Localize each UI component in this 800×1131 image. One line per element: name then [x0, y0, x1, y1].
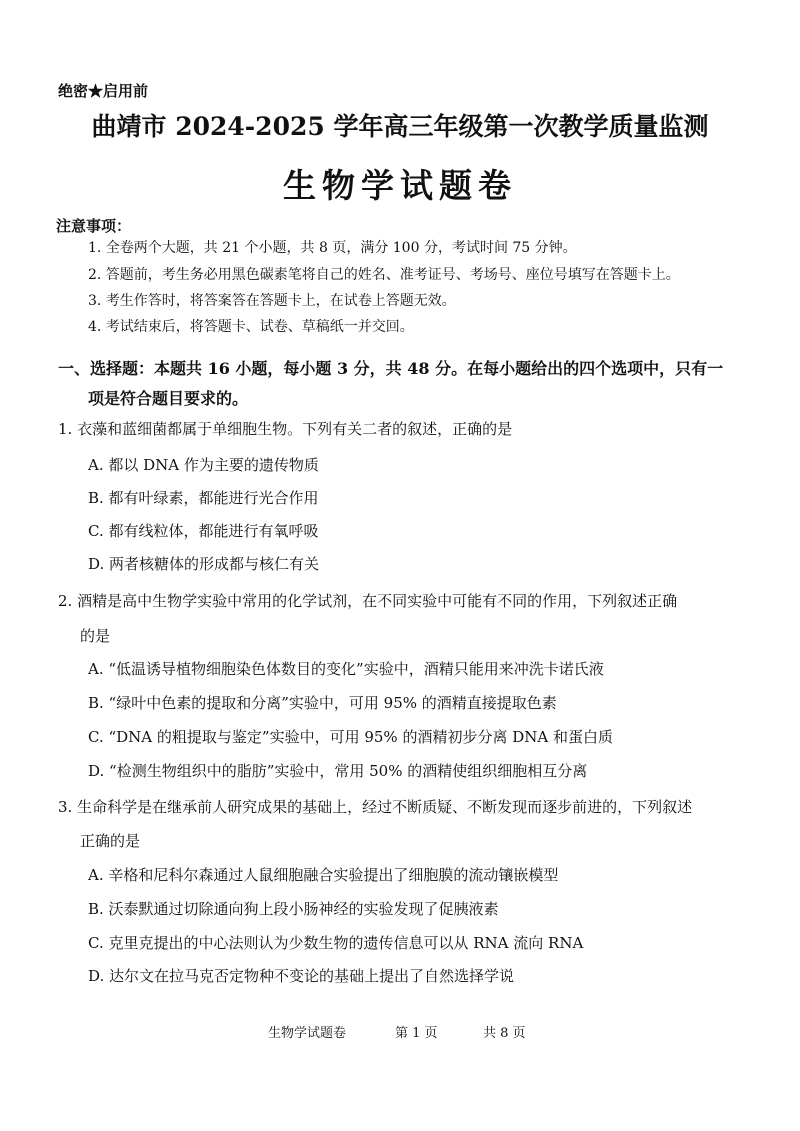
- question-2-option-c: C. “DNA 的粗提取与鉴定”实验中，可用 95% 的酒精初步分离 DNA 和蛋白质: [88, 728, 613, 746]
- exam-title: 曲靖市 2024-2025 学年高三年级第一次教学质量监测: [91, 112, 709, 141]
- confidential-label: 绝密★启用前: [58, 82, 149, 100]
- question-1-option-a: A. 都以 DNA 作为主要的遗传物质: [88, 456, 319, 474]
- footer-exam-name: 生物学试题卷: [268, 1026, 347, 1041]
- question-2-option-a: A. “低温诱导植物细胞染色体数目的变化”实验中，酒精只能用来冲洗卡诺氏液: [88, 660, 604, 678]
- notes-heading: 注意事项：: [56, 217, 132, 235]
- section-heading: 一、选择题：本题共 16 小题，每小题 3 分，共 48 分。在每小题给出的四个选项中，只有一: [58, 359, 724, 378]
- question-2-stem-cont: 的是: [80, 627, 111, 645]
- question-3-option-b: B. 沃泰默通过切除通向狗上段小肠神经的实验发现了促胰液素: [88, 900, 499, 918]
- section-heading-cont: 项是符合题目要求的。: [88, 389, 249, 408]
- question-3-option-d: D. 达尔文在拉马克否定物种不变论的基础上提出了自然选择学说: [88, 967, 515, 985]
- question-3-option-c: C. 克里克提出的中心法则认为少数生物的遗传信息可以从 RNA 流向 RNA: [88, 934, 584, 952]
- question-3-stem-cont: 正确的是: [80, 832, 141, 850]
- question-1-stem: 1. 衣藻和蓝细菌都属于单细胞生物。下列有关二者的叙述，正确的是: [58, 420, 513, 438]
- question-2-option-b: B. “绿叶中色素的提取和分离”实验中，可用 95% 的酒精直接提取色素: [88, 694, 557, 712]
- question-1-option-b: B. 都有叶绿素，都能进行光合作用: [88, 489, 319, 507]
- question-2-option-d: D. “检测生物组织中的脂肪”实验中，常用 50% 的酒精使组织细胞相互分离: [88, 762, 588, 780]
- question-1-option-c: C. 都有线粒体，都能进行有氧呼吸: [88, 522, 319, 540]
- note-item: 1. 全卷两个大题，共 21 个小题，共 8 页，满分 100 分，考试时间 75 分钟。: [88, 240, 577, 256]
- exam-subtitle: 生物学试题卷: [283, 166, 517, 205]
- question-1-option-d: D. 两者核糖体的形成都与核仁有关: [88, 555, 320, 573]
- footer-page-number: 第 1 页: [395, 1026, 438, 1041]
- note-item: 2. 答题前，考生务必用黑色碳素笔将自己的姓名、准考证号、考场号、座位号填写在答题卡上。: [88, 267, 680, 283]
- question-3-option-a: A. 辛格和尼科尔森通过人鼠细胞融合实验提出了细胞膜的流动镶嵌模型: [88, 866, 559, 884]
- note-item: 3. 考生作答时，将答案答在答题卡上，在试卷上答题无效。: [88, 293, 456, 309]
- note-item: 4. 考试结束后，将答题卡、试卷、草稿纸一并交回。: [88, 319, 414, 335]
- question-2-stem: 2. 酒精是高中生物学实验中常用的化学试剂，在不同实验中可能有不同的作用，下列叙述正确: [58, 592, 678, 610]
- question-3-stem: 3. 生命科学是在继承前人研究成果的基础上，经过不断质疑、不断发现而逐步前进的，下列叙述: [58, 798, 693, 816]
- footer-total-pages: 共 8 页: [483, 1026, 526, 1041]
